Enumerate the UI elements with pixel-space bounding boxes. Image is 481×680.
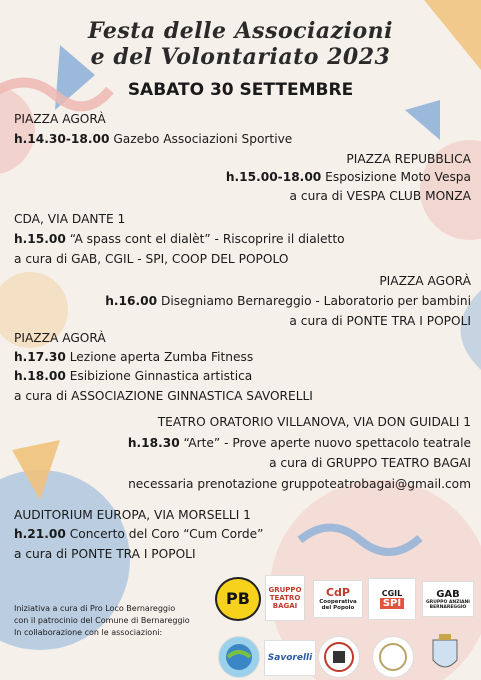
- event-description: Gazebo Associazioni Sportive: [109, 132, 293, 146]
- event-line: [226, 170, 471, 185]
- globe-icon: [224, 642, 254, 672]
- organizer-name: PONTE TRA I POPOLI: [71, 547, 196, 561]
- comune-bernareggio-crest: [430, 632, 460, 676]
- booking-email-link[interactable]: gruppoteatrobagai@gmail.com: [281, 477, 471, 491]
- venue-label: TEATRO ORATORIO VILLANOVA, VIA DON GUIDALI 1: [157, 415, 471, 429]
- association-logo: [372, 636, 414, 678]
- blue-triangle-right-shape: [405, 100, 440, 140]
- cdp-logo-text: CdP: [325, 586, 350, 599]
- event-time: h.18.00: [14, 369, 66, 383]
- event-description: “Arte” - Prove aperte nuovo spettacolo teatrale: [179, 436, 471, 450]
- organizer-prefix: a cura di: [14, 252, 72, 266]
- organizer-line: [269, 456, 471, 471]
- pro-loco-logo: PB: [215, 577, 261, 621]
- cooperativa-popolo-logo: [313, 580, 363, 618]
- organizer-prefix: a cura di: [14, 547, 72, 561]
- event-line: [14, 132, 292, 147]
- event-description: “A spass cont el dialèt” - Riscoprire il dialetto: [65, 232, 345, 246]
- organizer-prefix: a cura di: [289, 314, 347, 328]
- organizer-prefix: a cura di: [289, 189, 347, 203]
- organizer-line: [14, 389, 313, 404]
- venue-label: PIAZZA AGORÀ: [14, 331, 106, 345]
- gab-logo-subtext: GRUPPO ANZIANI BERNAREGGIO: [426, 599, 470, 610]
- savorelli-logo: Savorelli: [264, 640, 316, 676]
- gab-logo: [422, 581, 474, 617]
- teatro-bagai-logo: GRUPPO TEATRO BAGAI: [265, 575, 305, 621]
- organizer-line: [289, 314, 471, 329]
- cgil-spi-logo: [368, 578, 416, 620]
- event-line: [14, 527, 263, 542]
- crest-icon: [431, 634, 459, 674]
- footer-collaboration-text: In collaborazione con le associazioni:: [14, 628, 163, 637]
- event-time: h.14.30-18.00: [14, 132, 110, 146]
- venue-label: PIAZZA AGORÀ: [379, 274, 471, 288]
- ponte-tra-i-popoli-logo: [218, 636, 260, 678]
- cdp-logo-subtext: Cooperativa del Popolo: [319, 599, 357, 611]
- organizer-line: [290, 189, 471, 204]
- event-time: h.15.00-18.00: [225, 170, 322, 184]
- footer-organizer-text: Iniziativa a cura di Pro Loco Bernareggio: [14, 604, 176, 613]
- gab-logo-text: GAB: [436, 588, 460, 600]
- event-description: Lezione aperta Zumba Fitness: [65, 350, 254, 364]
- organizer-name: GAB, CGIL - SPI, COOP DEL POPOLO: [71, 252, 289, 266]
- event-line: [14, 350, 253, 365]
- event-description: Concerto del Coro “Cum Corde”: [65, 527, 264, 541]
- booking-note-prefix: necessaria prenotazione: [128, 477, 282, 491]
- event-description: Disegniamo Bernareggio - Laboratorio per bambini: [157, 294, 471, 308]
- event-description: Esibizione Ginnastica artistica: [65, 369, 253, 383]
- page-title-line1: Festa delle Associazioni: [87, 18, 394, 44]
- organizer-name: PONTE TRA I POPOLI: [346, 314, 471, 328]
- organizer-line: [14, 252, 288, 267]
- venue-label: CDA, VIA DANTE 1: [14, 212, 126, 226]
- venue-label: PIAZZA AGORÀ: [14, 112, 106, 126]
- organizer-line: [14, 547, 196, 562]
- event-time: h.21.00: [14, 527, 66, 541]
- vespa-club-logo: [318, 636, 360, 678]
- event-line: [128, 436, 471, 451]
- event-line: [14, 369, 252, 384]
- organizer-prefix: a cura di: [14, 389, 72, 403]
- organizer-name: GRUPPO TEATRO BAGAI: [326, 456, 471, 470]
- event-time: h.16.00: [105, 294, 158, 308]
- page-title-line2: e del Volontariato 2023: [90, 44, 391, 70]
- organizer-name: ASSOCIAZIONE GINNASTICA SAVORELLI: [71, 389, 313, 403]
- circle-emblem-icon: [377, 641, 409, 673]
- event-line: [14, 232, 345, 247]
- cgil-logo-text: CGIL: [381, 589, 403, 598]
- footer-patronage-text: con il patrocinio del Comune di Bernareggio: [14, 616, 190, 625]
- venue-label: AUDITORIUM EUROPA, VIA MORSELLI 1: [14, 508, 251, 522]
- event-time: h.18.30: [127, 436, 180, 450]
- event-date: SABATO 30 SETTEMBRE: [127, 80, 354, 100]
- vespa-emblem-icon: [323, 641, 355, 673]
- organizer-prefix: a cura di: [269, 456, 327, 470]
- organizer-name: VESPA CLUB MONZA: [346, 189, 471, 203]
- event-description: Esposizione Moto Vespa: [321, 170, 471, 184]
- event-time: h.17.30: [14, 350, 66, 364]
- event-line: [105, 294, 471, 309]
- event-time: h.15.00: [14, 232, 66, 246]
- booking-note: [128, 477, 471, 492]
- spi-logo-text: SPI: [380, 598, 404, 609]
- venue-label: PIAZZA REPUBBLICA: [346, 152, 471, 166]
